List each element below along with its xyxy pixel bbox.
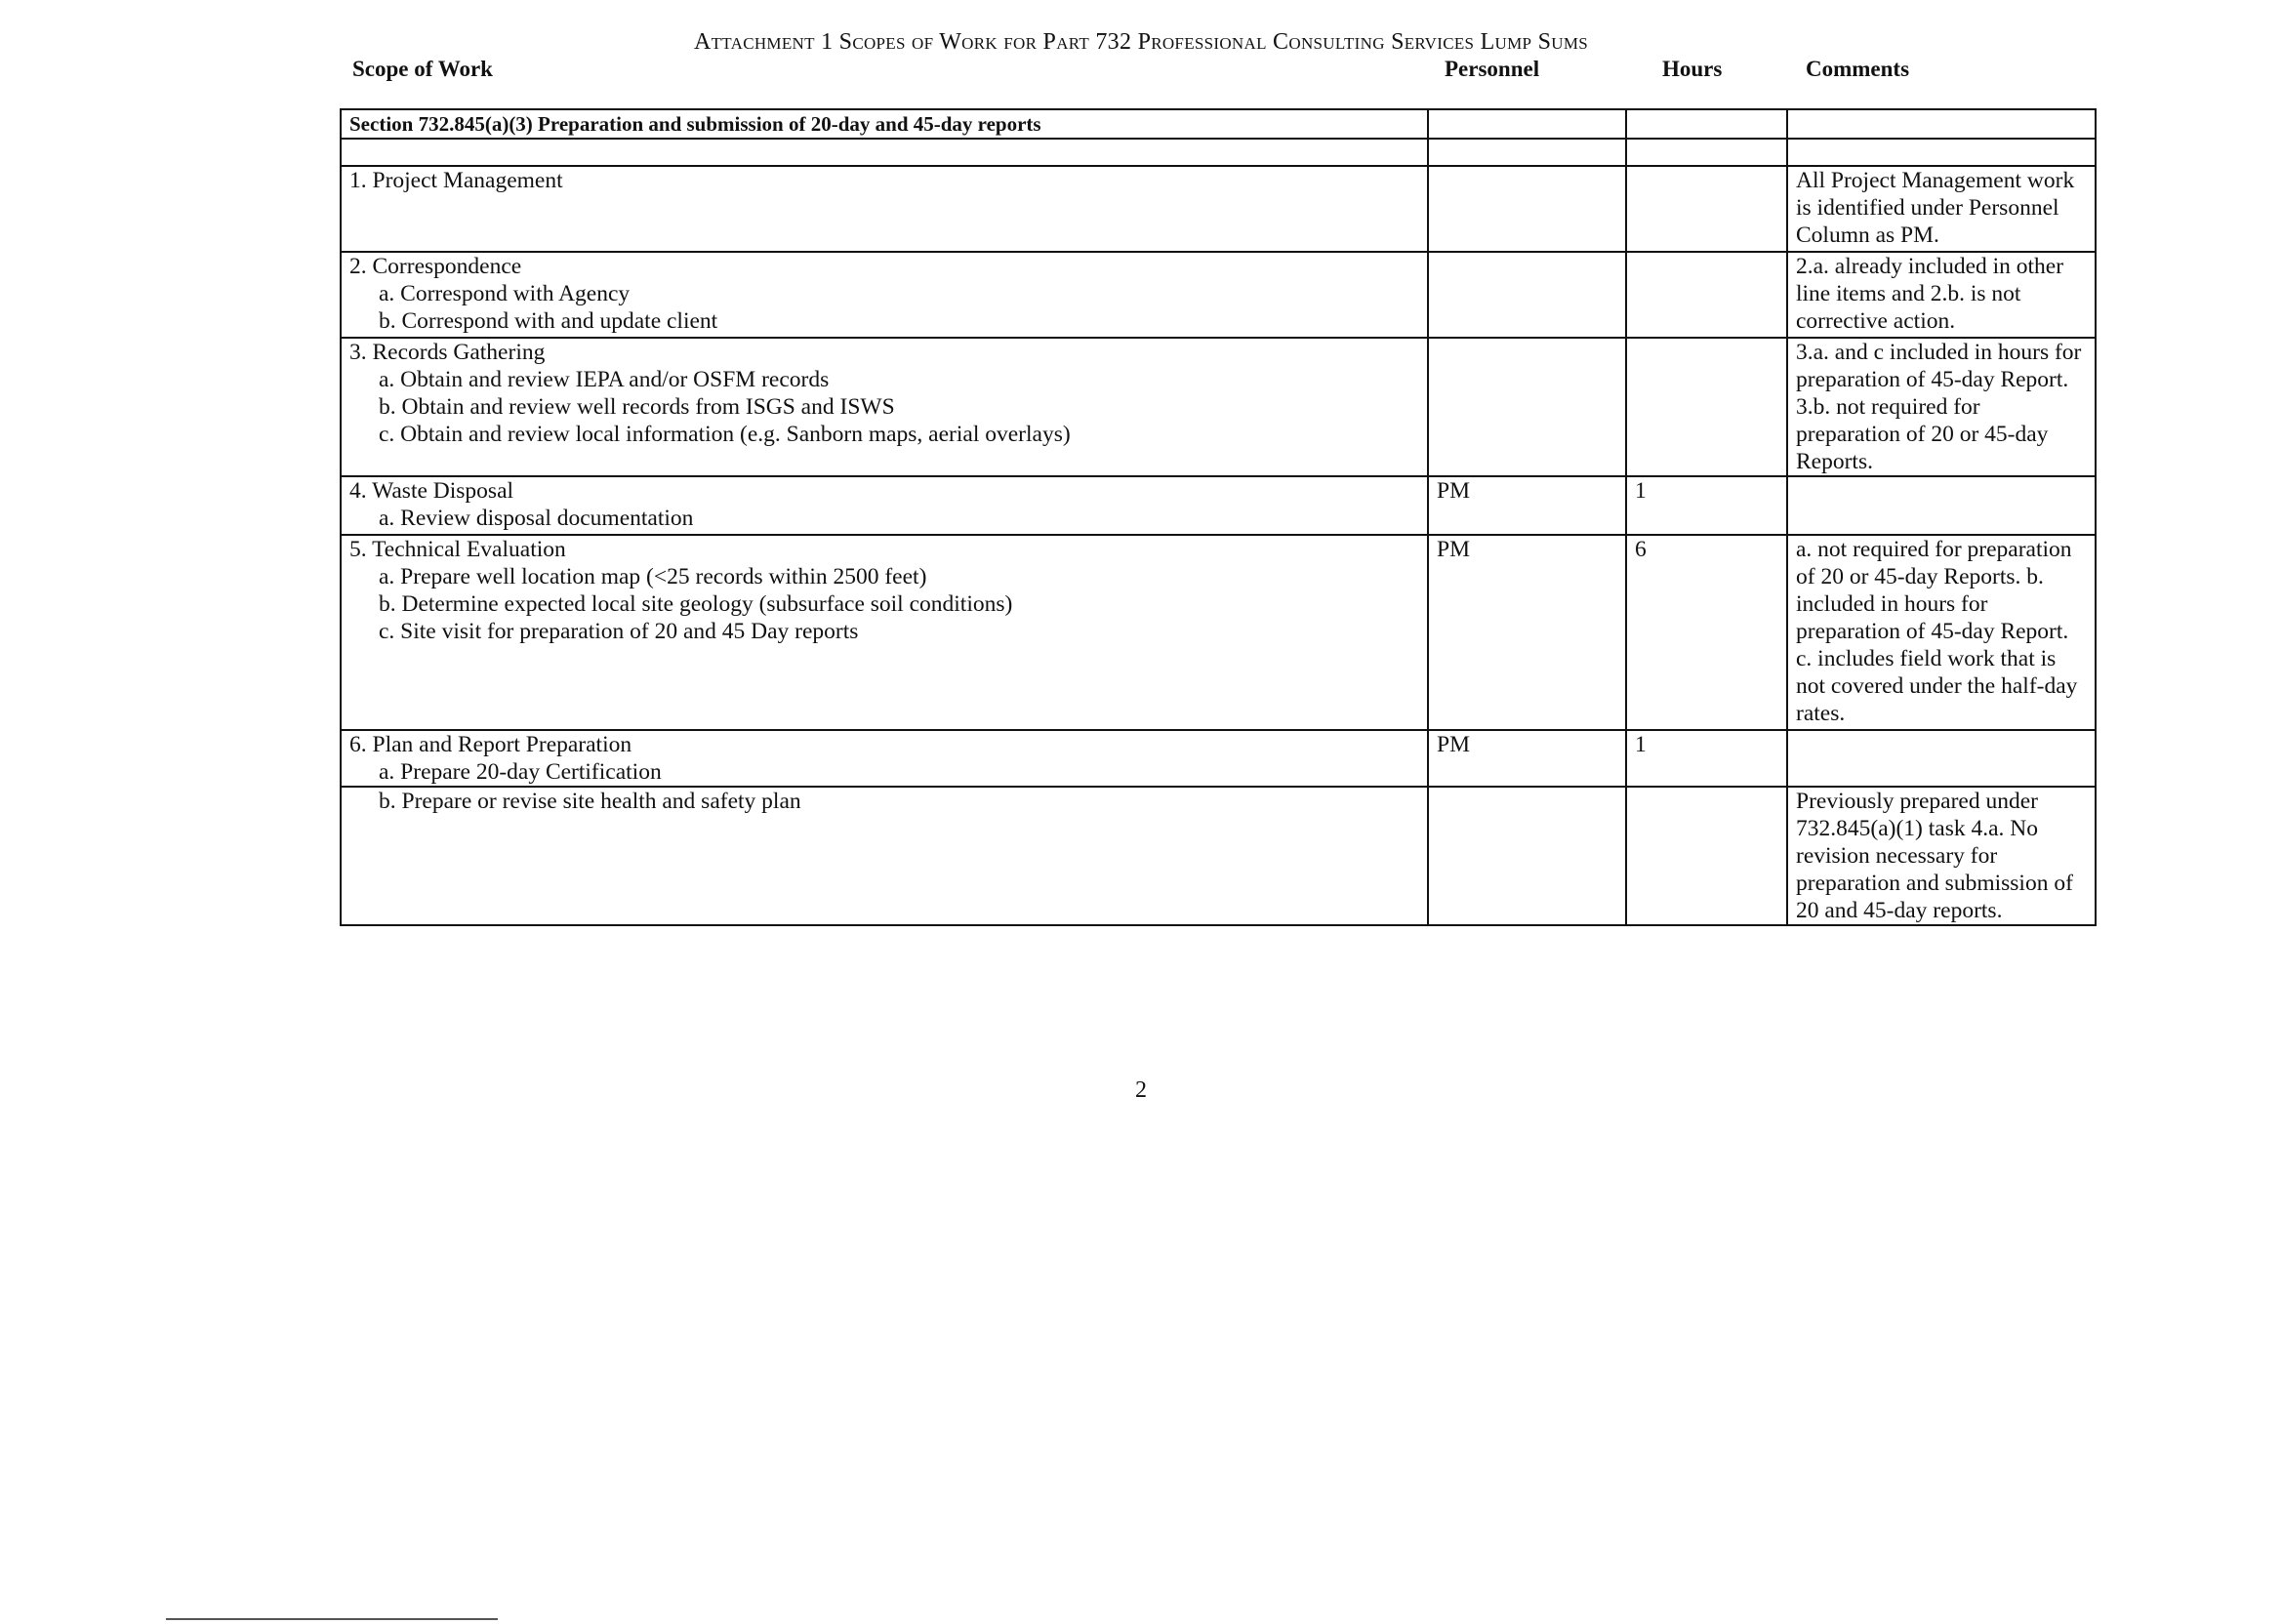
task-item: 1. Project Management (349, 168, 563, 193)
comment-text: a. not required for preparation of 20 or 45-day Reports. b. included in hours for preparation of 45-day Report. c. includes field work that is not covered under the half-day rates. (1796, 537, 2078, 726)
scope-cell (341, 476, 1428, 535)
scope-cell (341, 535, 1428, 730)
hours-cell (1626, 787, 1787, 925)
comment-text: 2.a. already included in other line items and 2.b. is not corrective action. (1796, 254, 2064, 334)
hours-cell (1626, 252, 1787, 338)
table-row (341, 476, 2096, 535)
comments-cell (1787, 476, 2096, 535)
column-header-scope: Scope of Work (352, 57, 493, 81)
section-title-row (341, 109, 2096, 139)
column-header-hours: Hours (1662, 57, 1723, 81)
comments-cell (1787, 166, 2096, 252)
task-item: 2. Correspondence (349, 254, 522, 279)
empty-cell (1626, 109, 1787, 139)
personnel-cell: PM (1428, 535, 1626, 730)
task-item: 3. Records Gathering (349, 340, 546, 365)
personnel-cell: PM (1428, 730, 1626, 787)
scope-of-work-table (340, 108, 2097, 926)
empty-cell (1626, 139, 1787, 166)
comments-cell (1787, 535, 2096, 730)
comments-cell (1787, 787, 2096, 925)
personnel-cell (1428, 252, 1626, 338)
comments-cell (1787, 252, 2096, 338)
sub-task-item: a. Obtain and review IEPA and/or OSFM records (379, 367, 830, 392)
table-row (341, 166, 2096, 252)
empty-cell (1428, 109, 1626, 139)
sub-task-item: a. Review disposal documentation (379, 506, 694, 531)
hours-cell: 6 (1626, 535, 1787, 730)
comment-text: Previously prepared under 732.845(a)(1) task 4.a. No revision necessary for preparation and submission of 20 and 45-day reports. (1796, 789, 2073, 923)
sub-task-item: a. Prepare well location map (<25 records within 2500 feet) (379, 564, 927, 589)
section-title-cell (341, 109, 1428, 139)
sub-task-item: c. Obtain and review local information (e.g. Sanborn maps, aerial overlays) (379, 422, 1071, 447)
table-row (341, 787, 2096, 925)
comment-text: All Project Management work is identified under Personnel Column as PM. (1796, 168, 2075, 248)
sub-task-item: b. Obtain and review well records from ISGS and ISWS (379, 394, 895, 420)
document-title: Attachment 1 Scopes of Work for Part 732 Professional Consulting Services Lump Sums (693, 29, 1589, 55)
spacer-row (341, 139, 2096, 166)
personnel-cell (1428, 166, 1626, 252)
comment-text: 3.a. and c included in hours for preparation of 45-day Report. 3.b. not required for preparation of 20 or 45-day Reports. (1796, 340, 2082, 474)
scope-cell (341, 252, 1428, 338)
column-header-comments: Comments (1806, 57, 1910, 81)
table-row (341, 535, 2096, 730)
personnel-cell: PM (1428, 476, 1626, 535)
sub-task-item: b. Correspond with and update client (379, 308, 718, 334)
scope-cell (341, 338, 1428, 476)
table-row (341, 730, 2096, 787)
scope-cell (341, 166, 1428, 252)
page-number: 2 (1135, 1077, 1147, 1103)
sub-task-item: c. Site visit for preparation of 20 and 45 Day reports (379, 619, 859, 644)
task-item: 5. Technical Evaluation (349, 537, 566, 562)
table-row (341, 338, 2096, 476)
sub-task-item: a. Correspond with Agency (379, 281, 631, 306)
task-item: 4. Waste Disposal (349, 478, 514, 504)
personnel-cell (1428, 787, 1626, 925)
hours-cell: 1 (1626, 476, 1787, 535)
empty-cell (1787, 109, 2096, 139)
column-header-personnel: Personnel (1445, 57, 1540, 81)
sub-task-item: a. Prepare 20-day Certification (379, 759, 662, 785)
table-body (341, 109, 2096, 925)
section-title: Section 732.845(a)(3) Preparation and submission of 20-day and 45-day reports (349, 112, 1041, 136)
empty-cell (341, 139, 1428, 166)
scope-cell (341, 787, 1428, 925)
table-row (341, 252, 2096, 338)
comments-cell (1787, 730, 2096, 787)
sub-task-item: b. Prepare or revise site health and safety plan (379, 789, 801, 814)
scope-cell (341, 730, 1428, 787)
personnel-cell (1428, 338, 1626, 476)
empty-cell (1787, 139, 2096, 166)
hours-cell (1626, 166, 1787, 252)
sub-task-item: b. Determine expected local site geology (subsurface soil conditions) (379, 591, 1013, 617)
hours-cell: 1 (1626, 730, 1787, 787)
task-item: 6. Plan and Report Preparation (349, 732, 632, 757)
empty-cell (1428, 139, 1626, 166)
comments-cell (1787, 338, 2096, 476)
bottom-rule (166, 1618, 498, 1620)
hours-cell (1626, 338, 1787, 476)
